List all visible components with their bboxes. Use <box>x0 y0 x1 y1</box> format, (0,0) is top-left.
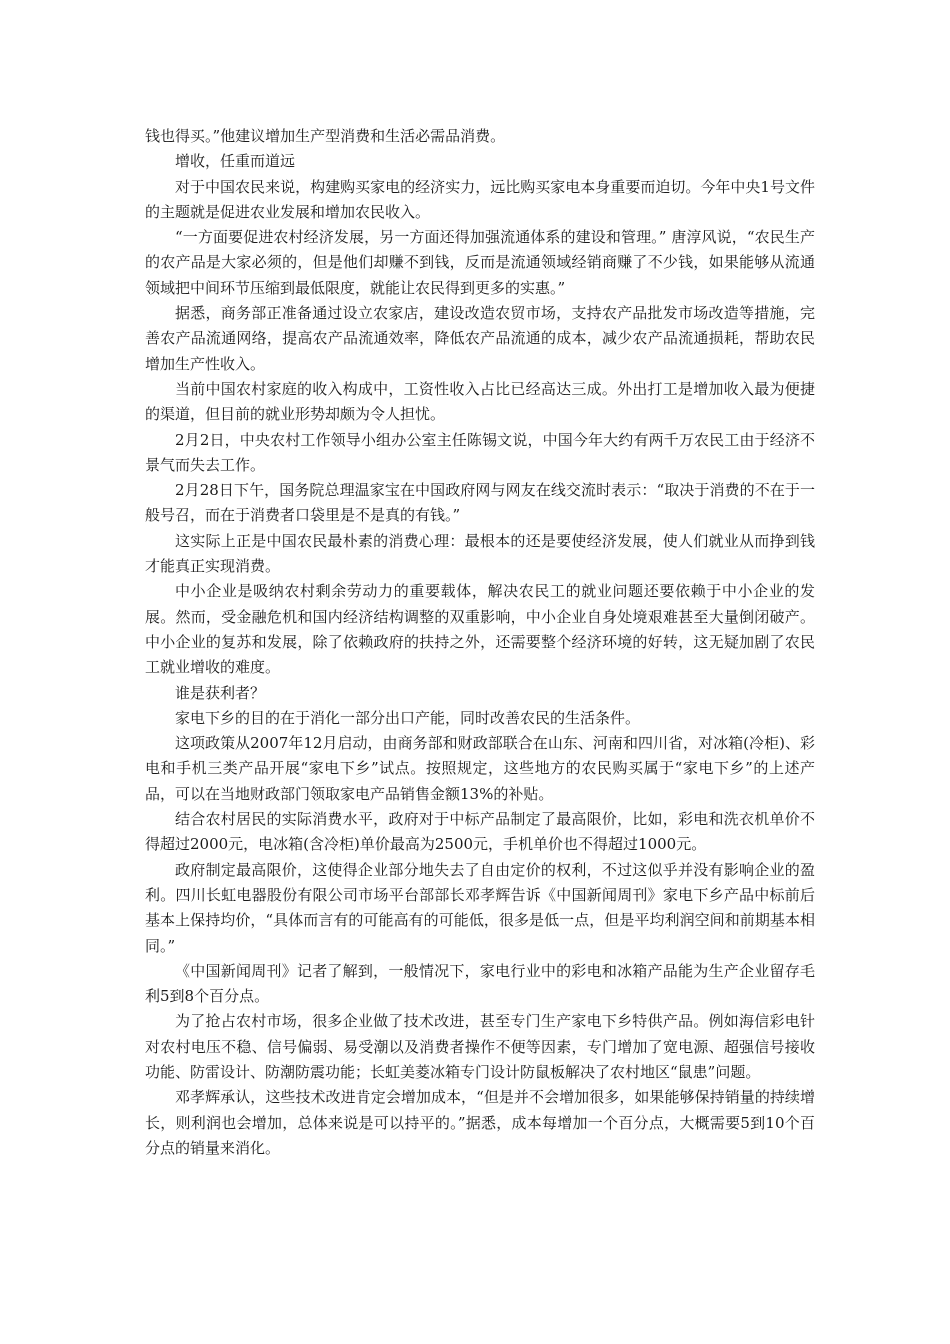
paragraph: 政府制定最高限价，这使得企业部分地失去了自由定价的权利，不过这似乎并没有影响企业的盈利。四川长虹电器股份有限公司市场平台部部长邓孝辉告诉《中国新闻周刊》家电下乡产品中标前后基本上保持均价，“具体而言有的可能高有的可能低，很多是低一点，但是平均利润空间和前期基本相同。” <box>145 860 815 955</box>
paragraph: 对于中国农民来说，构建购买家电的经济实力，远比购买家电本身重要而迫切。今年中央1号文件的主题就是促进农业发展和增加农民收入。 <box>145 177 815 221</box>
paragraph: 2月2日，中央农村工作领导小组办公室主任陈锡文说，中国今年大约有两千万农民工由于经济不景气而失去工作。 <box>145 430 815 474</box>
paragraph: 当前中国农村家庭的收入构成中，工资性收入占比已经高达三成。外出打工是增加收入最为便捷的渠道，但目前的就业形势却颇为令人担忧。 <box>145 379 815 424</box>
paragraph: 据悉，商务部正准备通过设立农家店，建设改造农贸市场，支持农产品批发市场改造等措施，完善农产品流通网络，提高农产品流通效率，降低农产品流通的成本，减少农产品流通损耗，帮助农民增加生产性收入。 <box>145 304 815 373</box>
paragraph: 《中国新闻周刊》记者了解到，一般情况下，家电行业中的彩电和冰箱产品能为生产企业留存毛利5到8个百分点。 <box>145 961 815 1006</box>
section-heading: 增收，任重而道远 <box>175 152 296 171</box>
article-body <box>145 124 815 1161</box>
paragraph: 邓孝辉承认，这些技术改进肯定会增加成本，“但是并不会增加很多，如果能够保持销量的持续增长，则利润也会增加，总体来说是可以持平的。”据悉，成本每增加一个百分点，大概需要5到10个百分点的销量来消化。 <box>145 1088 815 1157</box>
paragraph: 结合农村居民的实际消费水平，政府对于中标产品制定了最高限价，比如，彩电和洗衣机单价不得超过2000元，电冰箱(含冷柜)单价最高为2500元，手机单价也不得超过1000元。 <box>145 810 815 854</box>
section-heading: 谁是获利者？ <box>175 683 266 702</box>
paragraph: “一方面要促进农村经济发展，另一方面还得加强流通体系的建设和管理。” 唐淳风说，“农民生产的农产品是大家必须的，但是他们却赚不到钱，反而是流通领域经销商赚了不少钱，如果能够从流通领域把中间环节压缩到最低限度，就能让农民得到更多的实惠。” <box>145 228 815 297</box>
paragraph: 钱也得买。”他建议增加生产型消费和生活必需品消费。 <box>145 127 506 145</box>
paragraph: 这项政策从2007年12月启动，由商务部和财政部联合在山东、河南和四川省，对冰箱(冷柜)、彩电和手机三类产品开展“家电下乡”试点。按照规定，这些地方的农民购买属于“家电下乡”的上述产品，可以在当地财政部门领取家电产品销售金额13%的补贴。 <box>145 734 815 803</box>
paragraph: 2月28日下午，国务院总理温家宝在中国政府网与网友在线交流时表示：“取决于消费的不在于一般号召，而在于消费者口袋里是不是真的有钱。” <box>145 481 815 525</box>
paragraph: 家电下乡的目的在于消化一部分出口产能，同时改善农民的生活条件。 <box>175 708 641 727</box>
paragraph: 为了抢占农村市场，很多企业做了技术改进，甚至专门生产家电下乡特供产品。例如海信彩电针对农村电压不稳、信号偏弱、易受潮以及消费者操作不便等因素，专门增加了宽电源、超强信号接收功能、防雷设计、防潮防震功能；长虹美菱冰箱专门设计防鼠板解决了农村地区“鼠患”问题。 <box>145 1012 815 1081</box>
paragraph: 中小企业是吸纳农村剩余劳动力的重要载体，解决农民工的就业问题还要依赖于中小企业的发展。然而，受金融危机和国内经济结构调整的双重影响，中小企业自身处境艰难甚至大量倒闭破产。中小企业的复苏和发展，除了依赖政府的扶持之外，还需要整个经济环境的好转，这无疑加剧了农民工就业增收的难度。 <box>145 582 815 677</box>
paragraph: 这实际上正是中国农民最朴素的消费心理：最根本的还是要使经济发展，使人们就业从而挣到钱才能真正实现消费。 <box>145 531 815 576</box>
